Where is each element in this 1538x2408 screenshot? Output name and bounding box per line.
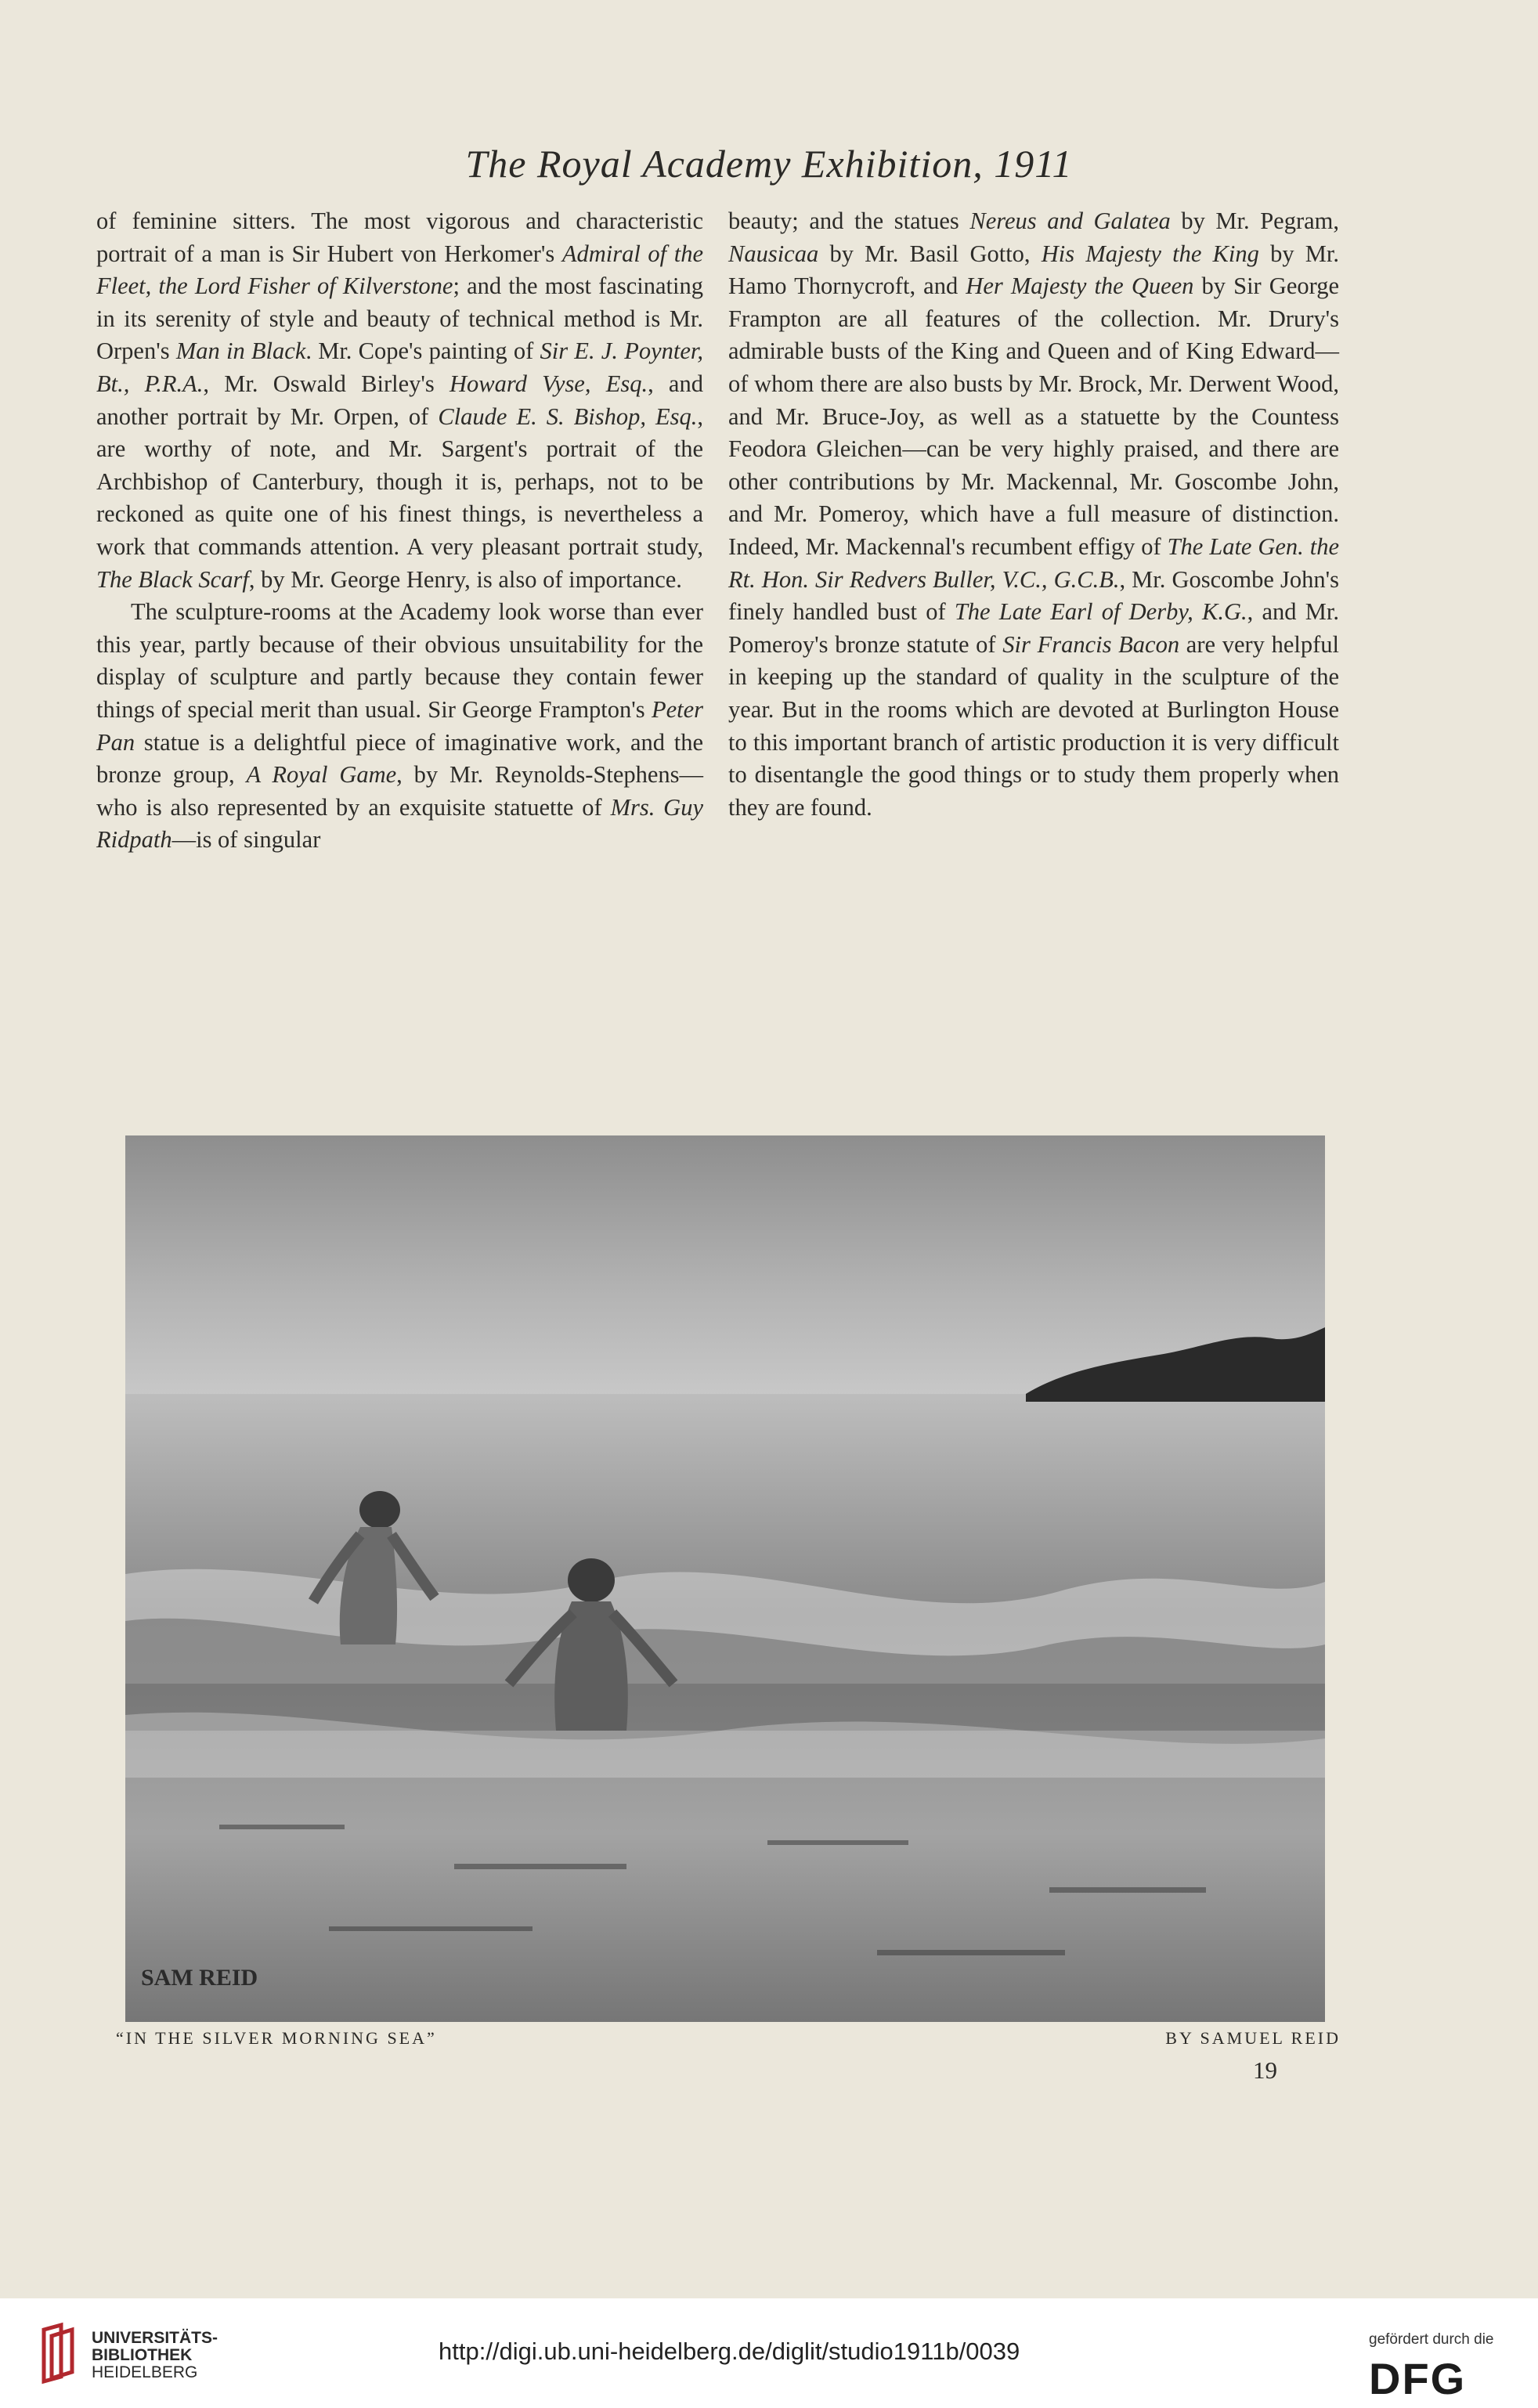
text-run: —is of singular: [171, 826, 321, 854]
seascape-painting: [125, 1135, 1325, 2022]
library-name-line: HEIDELBERG: [92, 2363, 198, 2381]
text-run: , by Mr. Reynolds-Stephens—who is also represented by an exquisite statuette of: [96, 761, 704, 821]
italic-title-run: Sir E. J. Poynter, Bt., P.R.A.: [96, 338, 703, 397]
right-text-column: [728, 205, 1339, 824]
italic-title-run: The Late Gen. the Rt. Hon. Sir Redvers Buller, V.C., G.C.B.: [728, 533, 1339, 593]
italic-title-run: The Late Earl of Derby, K.G.: [954, 598, 1247, 626]
text-run: are very helpful in keeping up the standard of quality in the sculpture of the year. But in the rooms which are devoted at Burlington House to this important branch of artistic production it is very difficult to disentangle the good things or to study them properly when they are found.: [728, 630, 1339, 821]
text-run: by Mr. Basil Gotto,: [818, 240, 1042, 267]
text-run: ; and the most fascinating in its serenity of style and beauty of technical method is Mr. Orpen's: [96, 273, 703, 365]
text-run: , by Mr. George Henry, is also of importance.: [248, 565, 682, 593]
italic-title-run: Peter Pan: [96, 695, 703, 756]
paragraph: [96, 596, 703, 857]
text-run: , and another portrait by Mr. Orpen, of: [96, 370, 703, 430]
running-head-title: The Royal Academy Exhibition, 1911: [465, 142, 1073, 186]
italic-title-run: Howard Vyse, Esq.: [449, 370, 648, 397]
permalink-url[interactable]: http://digi.ub.uni-heidelberg.de/diglit/studio1911b/0039: [439, 2338, 1020, 2365]
figure-caption-credit: BY SAMUEL REID: [1165, 2028, 1341, 2048]
text-run: beauty; and the statues: [728, 208, 970, 234]
italic-title-run: Nausicaa: [728, 240, 819, 267]
text-run: , are worthy of note, and Mr. Sargent's portrait of the Archbishop of Canterbury, though it is, perhaps, not to be reckoned as quite one of his finest things, is nevertheless a work that commands attention. A very pleasant portrait study,: [96, 403, 703, 560]
text-run: of feminine sitters. The most vigorous and characteristic portrait of a man is Sir Hubert von Herkomer's: [96, 208, 703, 267]
italic-title-run: Admiral of the Fleet, the Lord Fisher of Kilverstone: [96, 240, 703, 300]
digitization-footer: [0, 2298, 1538, 2408]
text-run: by Mr. Hamo Thornycroft, and: [728, 240, 1339, 300]
text-run: by Sir George Frampton are all features of the collection. Mr. Drury's admirable busts of the King and Queen and of King Edward—of whom there are also busts by Mr. Brock, Mr. Derwent Wood, and Mr. Bruce-Joy, as well as a statuette by the Countess Feodora Gleichen—can be very highly praised, and there are other contributions by Mr. Mackennal, Mr. Goscombe John, and Mr. Pomeroy, which have a full measure of distinction. Indeed, Mr. Mackennal's recumbent effigy of: [728, 273, 1339, 560]
italic-title-run: The Black Scarf: [96, 565, 249, 593]
funding-label: gefördert durch die: [1369, 2331, 1494, 2348]
italic-title-run: Her Majesty the Queen: [966, 273, 1194, 300]
text-run: , Mr. Goscombe John's finely handled bust of: [728, 565, 1339, 626]
page-number: 19: [1253, 2056, 1277, 2084]
italic-title-run: Mrs. Guy Ridpath: [96, 793, 703, 854]
library-name-line: BIBLIOTHEK: [92, 2346, 193, 2364]
italic-title-run: Man in Black: [175, 338, 306, 365]
text-run: statue is a delightful piece of imaginative work, and the bronze group,: [96, 728, 703, 789]
library-name: [92, 2330, 218, 2381]
italic-title-run: Sir Francis Bacon: [1002, 630, 1180, 658]
painting-reproduction: [125, 1135, 1325, 2022]
paragraph: [728, 205, 1339, 824]
left-text-column: [96, 205, 703, 857]
italic-title-run: A Royal Game: [246, 761, 397, 789]
library-logo-icon: [38, 2322, 83, 2388]
painter-signature: SAM REID: [141, 1965, 258, 1991]
text-run: by Mr. Pegram,: [1170, 208, 1339, 234]
italic-title-run: Claude E. S. Bishop, Esq.: [438, 403, 698, 430]
text-run: , and Mr. Pomeroy's bronze statute of: [728, 598, 1339, 658]
text-run: , Mr. Oswald Birley's: [203, 370, 449, 397]
dfg-logo: DFG: [1369, 2354, 1467, 2403]
text-run: The sculpture-rooms at the Academy look worse than ever this year, partly because of their obvious unsuitability for the display of sculpture and partly because they contain fewer things of special merit than usual. Sir George Frampton's: [96, 598, 703, 723]
text-run: . Mr. Cope's painting of: [305, 338, 540, 365]
italic-title-run: Nereus and Galatea: [969, 208, 1171, 234]
italic-title-run: His Majesty the King: [1041, 240, 1259, 267]
figure-caption-title: “IN THE SILVER MORNING SEA”: [116, 2028, 437, 2048]
library-name-line: UNIVERSITÄTS-: [92, 2329, 218, 2347]
paragraph: [96, 205, 703, 596]
